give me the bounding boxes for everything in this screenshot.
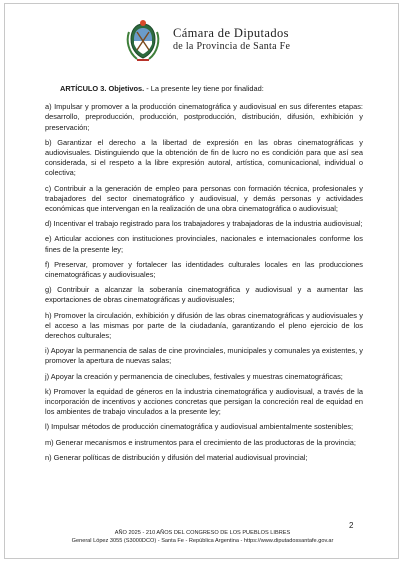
article-item: c) Contribuir a la generación de empleo para personas con formación técnica, profesionales y trabajadores del sector cinematográfico y audiovisual, y demás personas y actividades económicas que intervengan en la realización de una obra cinematográfica o audiovisual; [45,183,363,214]
letterhead [123,18,290,62]
article-item: e) Articular acciones con instituciones provinciales, nacionales e internacionales conforme los fines de la presente ley; [45,234,363,254]
article-item: d) Incentivar el trabajo registrado para los trabajadores y trabajadoras de la industria audiovisual; [45,219,363,229]
article-item: b) Garantizar el derecho a la libertad de expresión en las obras cinematográficas y audiovisuales. Distinguiendo que la obtención de fin de lucro no es condición para que así sea considerada, si el respeto a la libre expresión autoral, artística, comunicacional, individual o colectiva; [45,137,363,178]
article-heading [60,84,363,94]
page-number: 2 [349,521,354,530]
article-item: m) Generar mecanismos e instrumentos para el crecimiento de las productoras de la provincia; [45,437,356,447]
article-item: h) Promover la circulación, exhibición y difusión de las obras cinematográficas y audiovisuales y el acceso a las mismas por parte de la ciudadanía, garantizando el pleno ejercicio de los derechos culturales; [45,310,363,341]
coat-of-arms-icon [123,18,163,62]
article-item: f) Preservar, promover y fortalecer las identidades culturales locales en las producciones cinematográficas y audiovisuales; [45,259,363,280]
article-item: g) Contribuir a alcanzar la soberanía cinematográfica y audiovisual y a aumentar las exportaciones de obras cinematográficas y audiovisuales; [45,285,363,305]
article-item: j) Apoyar la creación y permanencia de cineclubes, festivales y muestras cinematográficas; [45,371,343,381]
article-item: i) Apoyar la permanencia de salas de cine provinciales, municipales y comunales ya existentes, y promover la apertura de nuevas salas; [45,346,363,366]
article-label: ARTÍCULO 3. Objetivos. [60,84,145,93]
article-item: l) Impulsar métodos de producción cinematográfica y audiovisual ambientalmente sostenibles; [45,422,354,432]
institution-title: Cámara de Diputados [173,26,289,40]
footer-year-line: AÑO 2025 - 210 AÑOS DEL CONGRESO DE LOS PUEBLOS LIBRES [114,530,291,536]
footer-address-line: General López 3055 (S3000DCO) - Santa Fe - República Argentina - https://www.diputadossantafe.gov.ar [71,538,334,544]
institution-subtitle: de la Provincia de Santa Fe [173,41,291,52]
article-intro: - La presente ley tiene por finalidad: [144,84,264,93]
article-item: n) Generar políticas de distribución y difusión del material audiovisual provincial; [45,452,308,462]
page-footer [5,529,399,545]
article-item: a) Impulsar y promover a la producción cinematográfica y audiovisual en sus diferentes etapas: desarrollo, preproducción, producción, postproducción, distribución, difusión, exhibición y preservación; [45,102,363,132]
article-body [45,84,363,468]
article-item: k) Promover la equidad de géneros en la industria cinematográfica y audiovisual, a través de la incorporación de incentivos y acciones concretas que persigan la concreción real de equidad en los ambientes de trabajo vinculados a la presente ley; [45,386,363,417]
document-page [4,3,399,559]
